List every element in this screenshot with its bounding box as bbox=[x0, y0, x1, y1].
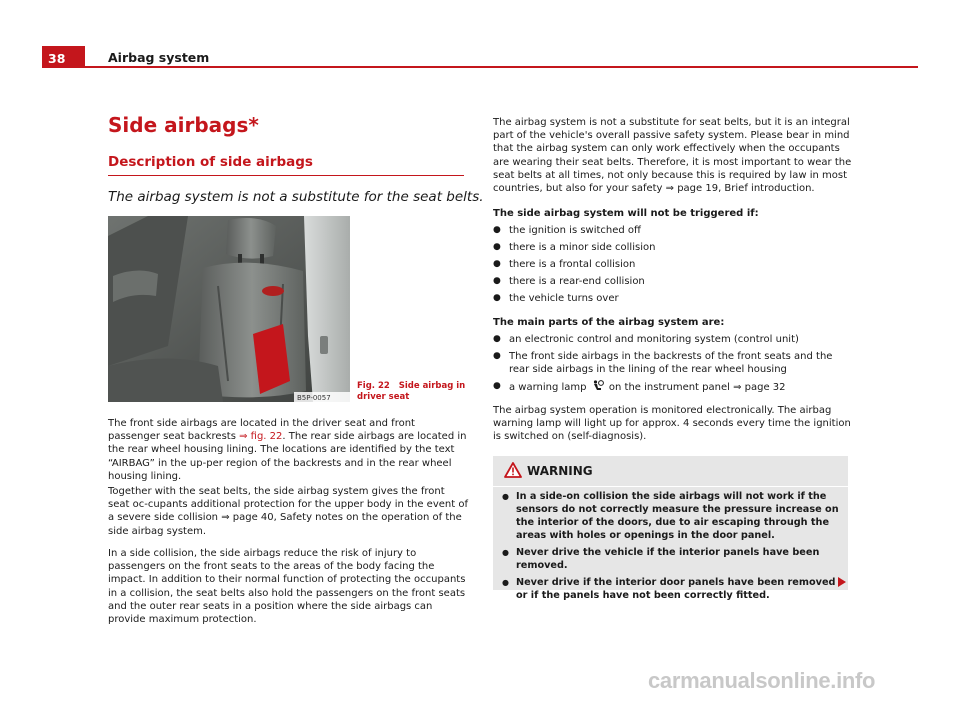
warning-header bbox=[493, 456, 848, 484]
airbag-label-marker bbox=[262, 286, 284, 296]
warning-item: ● Never drive if the interior door panels have been removed or if the panels have not been correctly fitted. bbox=[502, 576, 842, 602]
figure-code: B5P-0057 bbox=[297, 394, 331, 402]
paragraph-locations bbox=[108, 417, 468, 483]
warning-box bbox=[493, 456, 848, 601]
paragraph-protection: Together with the seat belts, the side airbag system gives the front seat oc-cupants additional protection for the upper body in the event of a severe side collision ⇒ page 40, Safety notes on the operation of the side airbag system. bbox=[108, 486, 468, 537]
not-triggered-list bbox=[493, 224, 853, 309]
section-subtitle: Description of side airbags bbox=[108, 154, 313, 170]
list-item: ● there is a minor side collision bbox=[493, 241, 853, 254]
warning-divider bbox=[493, 486, 848, 487]
list-item: ● the ignition is switched off bbox=[493, 224, 853, 237]
lamp-item-text: a warning lamp bbox=[509, 382, 587, 394]
list-item: ● an electronic control and monitoring system (control unit) bbox=[493, 333, 853, 346]
watermark: carmanualsonline.info bbox=[648, 668, 876, 693]
continue-arrow-icon bbox=[837, 577, 847, 587]
warning-title: WARNING bbox=[527, 464, 593, 478]
airbag-warning-lamp-icon bbox=[592, 380, 604, 391]
figure-reference-link[interactable]: ⇒ fig. 22 bbox=[239, 431, 283, 443]
list-item: ● the vehicle turns over bbox=[493, 292, 853, 305]
lead-text: The airbag system is not a substitute for the seat belts. bbox=[108, 189, 484, 205]
figure-caption-text: Side airbag in driver seat bbox=[357, 381, 466, 402]
paragraph-text: The front side airbags are located in the driver seat and front passenger seat backrests bbox=[108, 418, 415, 443]
paragraph-monitoring: The airbag system operation is monitored electronically. The airbag warning lamp will light up for approx. 4 seconds every time the ignition is switched on (self-diagnosis). bbox=[493, 405, 851, 443]
chapter-title: Airbag system bbox=[108, 50, 210, 65]
lamp-item-text: on the instrument panel ⇒ page 32 bbox=[608, 382, 786, 394]
not-triggered-label: The side airbag system will not be triggered if: bbox=[493, 208, 759, 219]
seat-airbag-photo bbox=[108, 216, 350, 402]
page-number: 38 bbox=[42, 46, 85, 68]
main-parts-label: The main parts of the airbag system are: bbox=[493, 317, 725, 328]
warning-item: ● In a side-on collision the side airbags will not work if the sensors do not correctly measure the pressure increase on the interior of the doors, due to air escaping through the areas with holes or openings in the door panel. bbox=[502, 490, 842, 542]
paragraph-intro: The airbag system is not a substitute for seat belts, but it is an integral part of the vehicle's overall passive safety system. Please bear in mind that the airbag system can only work effectively when the occupants are wearing their seat belts. Therefore, it is most important to wear the seat belts at all times, not only because this is required by law in most countries, but also for your safety ⇒ page 19, Brief introduction. bbox=[493, 117, 852, 195]
list-item: ● The front side airbags in the backrests of the front seats and the rear side airbags in the lining of the rear wheel housing bbox=[493, 350, 853, 376]
list-item: ● there is a frontal collision bbox=[493, 258, 853, 271]
figure-caption bbox=[357, 381, 467, 403]
warning-triangle-icon bbox=[504, 462, 522, 478]
header-rule bbox=[85, 66, 918, 68]
subtitle-rule bbox=[108, 175, 464, 176]
warning-item: ● Never drive the vehicle if the interior panels have been removed. bbox=[502, 546, 842, 572]
headrest bbox=[226, 218, 276, 259]
list-item bbox=[493, 380, 853, 394]
list-item: ● there is a rear-end collision bbox=[493, 275, 853, 288]
warning-list bbox=[502, 490, 842, 606]
paragraph-text: . The rear side airbags are located in the rear wheel housing lining. The locations are identified by the text “AIRBAG” in the up-per region of the backrests and in the rear wheel housing lining. bbox=[108, 431, 467, 482]
paragraph-side-collision: In a side collision, the side airbags reduce the risk of injury to passengers on the front seats to the areas of the body facing the impact. In addition to their normal function of protecting the occupants in a collision, the seat belts also hold the passengers on the front seats and the outer rear seats in a position where the side airbags can provide maximum protection. bbox=[108, 548, 466, 626]
main-parts-list bbox=[493, 333, 853, 398]
figure-label: Fig. 22 bbox=[357, 381, 390, 391]
door-pillar bbox=[304, 216, 350, 402]
section-title: Side airbags* bbox=[108, 113, 259, 137]
